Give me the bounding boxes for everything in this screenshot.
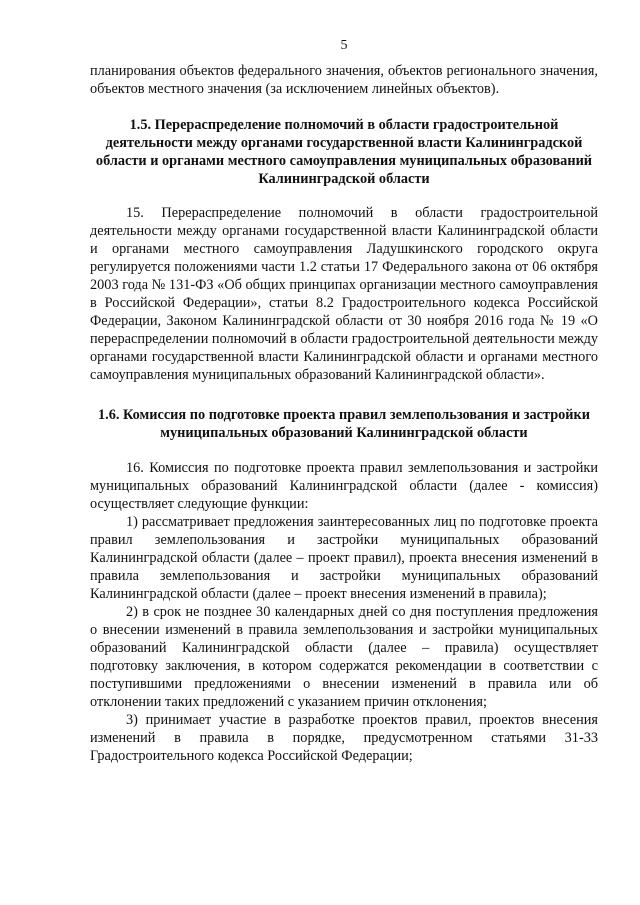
document-page: [90, 0, 598, 905]
intro-paragraph: планирования объектов федерального значения, объектов регионального значения, объектов местного значения (за исключением линейных объектов).: [90, 63, 598, 97]
list-item-1: 1) рассматривает предложения заинтересованных лиц по подготовке проекта правил землепользования и застройки муниципальных образований Калининградской области (далее – проект правил), проекта внесения изменений в правила землепользования и застройки муниципальных образований Калининградской области (далее – проект внесения изменений в правила);: [90, 514, 598, 602]
paragraph-16: 16. Комиссия по подготовке проекта правил землепользования и застройки муниципальных образований Калининградской области (далее - комиссия) осуществляет следующие функции:: [90, 460, 598, 512]
section-1-5-heading: 1.5. Перераспределение полномочий в области градостроительной деятельности между органами государственной власти Калининградской области и органами местного самоуправления муниципальных образований Калининградской области: [95, 117, 593, 187]
section-1-6-heading: 1.6. Комиссия по подготовке проекта правил землепользования и застройки муниципальных образований Калининградской области: [97, 407, 591, 441]
document-content: [90, 62, 598, 765]
list-item-2: 2) в срок не позднее 30 календарных дней со дня поступления предложения о внесении изменений в правила землепользования и застройки муниципальных образований Калининградской области (далее – правила) осуществляет подготовку заключения, в котором содержатся рекомендации в соответствии с поступившими предложениями о внесении изменений в правила или об отклонении таких предложений с указанием причин отклонения;: [90, 604, 598, 710]
list-item-3: 3) принимает участие в разработке проектов правил, проектов внесения изменений в правила в порядке, предусмотренном статьями 31-33 Градостроительного кодекса Российской Федерации;: [90, 712, 598, 764]
page-number: 5: [340, 38, 348, 53]
paragraph-15: 15. Перераспределение полномочий в области градостроительной деятельности между органами государственной власти Калининградской области и органами местного самоуправления Ладушкинского городского округа регулируется положениями части 1.2 статьи 17 Федерального закона от 06 октября 2003 года № 131-ФЗ «Об общих принципах организации местного самоуправления в Российской Федерации», статьи 8.2 Градостроительного кодекса Российской Федерации, Законом Калининградской области от 30 ноября 2016 года № 19 «О перераспределении полномочий в области градостроительной деятельности между органами государственной власти Калининградской области и органами местного самоуправления муниципальных образований Калининградской области».: [90, 205, 599, 383]
